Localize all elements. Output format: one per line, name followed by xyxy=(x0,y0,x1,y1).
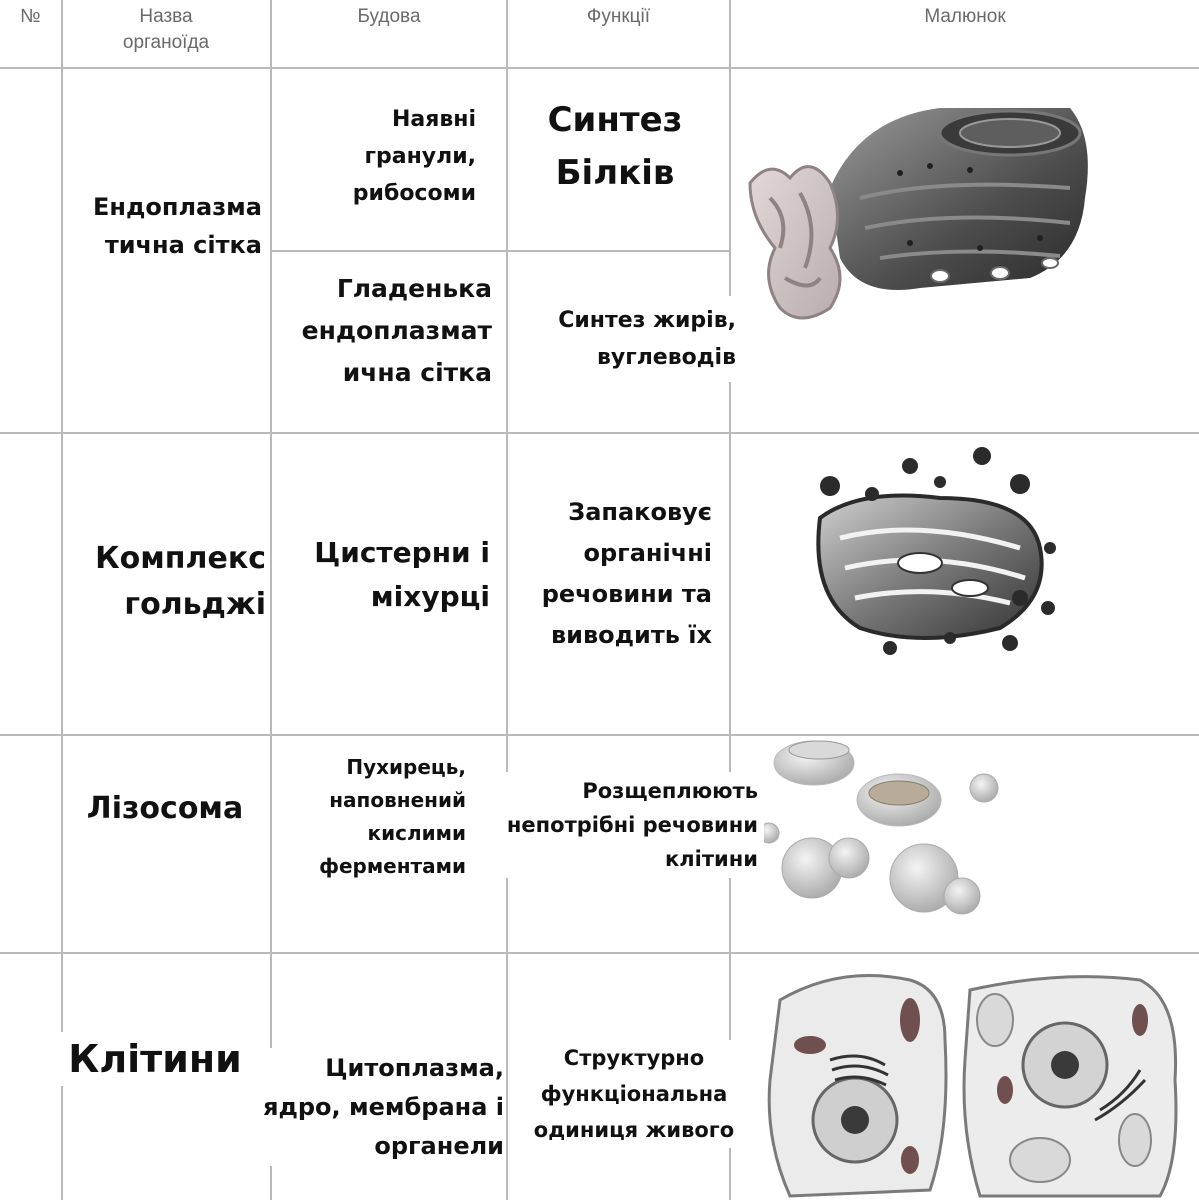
function-lysosome: Розщеплюють непотрібні речовини клітини xyxy=(478,772,758,878)
structure-golgi: Цистерни і міхурці xyxy=(284,530,490,620)
header-structure: Будова xyxy=(357,6,421,27)
organelle-name-lysosome: Лізосома xyxy=(70,786,260,832)
grid-line-row-2 xyxy=(0,734,1199,736)
grid-line-row-3 xyxy=(0,952,1199,954)
function-golgi: Запаковує органічні речовини та виводить їх xyxy=(512,492,712,656)
grid-line-col-4 xyxy=(729,0,731,1200)
organelle-name-cells: Клітини xyxy=(60,1032,250,1086)
header-organelle-name: Назва органоїда xyxy=(122,6,210,53)
header-drawing: Малюнок xyxy=(924,6,1006,27)
function-smooth-er: Синтез жирів, вуглеводів xyxy=(514,296,736,382)
grid-line-col-1 xyxy=(61,0,63,1200)
organelle-name-golgi: Комплекс гольджі xyxy=(70,534,266,630)
function-cells: Структурно функціональна одиниця живого xyxy=(514,1040,754,1148)
structure-lysosome: Пухирець, наповнений кислими ферментами xyxy=(290,752,466,882)
grid-line-row-1 xyxy=(0,432,1199,434)
structure-cells: Цитоплазма, ядро, мембрана і органели xyxy=(254,1048,504,1166)
structure-smooth-er: Гладенька ендоплазмат ична сітка xyxy=(276,268,492,394)
grid-line-col-2 xyxy=(270,0,272,1200)
lysosomes-illustration xyxy=(764,738,1014,938)
function-rough-er: Синтез Білків xyxy=(512,92,718,202)
grid-line-col-3 xyxy=(506,0,508,1200)
organelle-name-er: Ендоплазма тична сітка xyxy=(72,186,262,266)
golgi-complex-illustration xyxy=(800,438,1070,668)
grid-line-er-split xyxy=(270,250,729,252)
cells-illustration xyxy=(760,960,1190,1198)
endoplasmic-reticulum-illustration xyxy=(740,78,1100,338)
header-functions: Функції xyxy=(586,6,651,27)
structure-rough-er: Наявні гранули, рибосоми xyxy=(320,98,476,214)
header-number: № xyxy=(20,6,41,27)
grid-line-header xyxy=(0,67,1199,69)
